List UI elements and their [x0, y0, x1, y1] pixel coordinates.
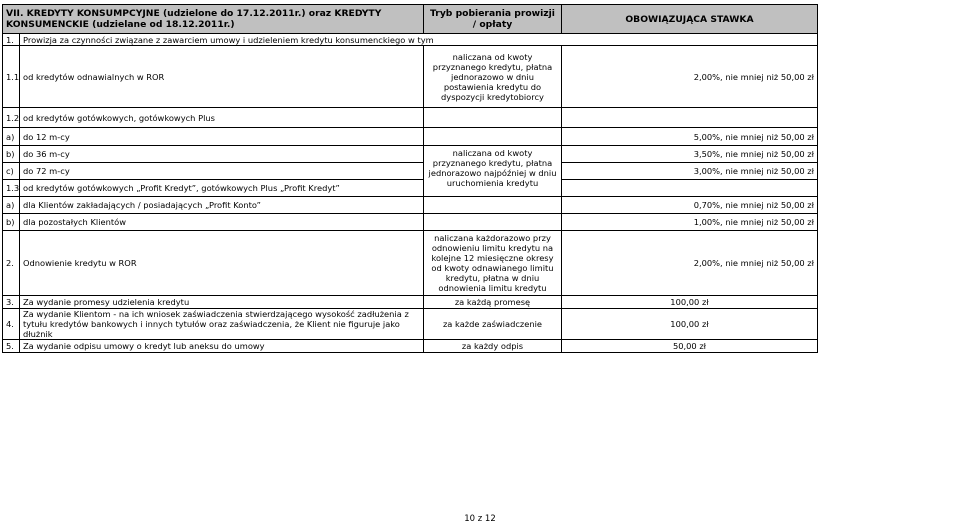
row-rate: 100,00 zł [562, 309, 818, 340]
row-label: do 12 m-cy [20, 128, 424, 146]
row-rate: 1,00%, nie mniej niż 50,00 zł [562, 214, 818, 231]
header-title: VII. KREDYTY KONSUMPCYJNE (udzielone do 17.12.2011r.) oraz KREDYTY KONSUMENCKIE (udzielane od 18.12.2011r.) [3, 5, 424, 34]
table-row [3, 180, 818, 197]
table-row [3, 197, 818, 214]
row-label: dla pozostałych Klientów [20, 214, 424, 231]
row-number: 3. [3, 296, 20, 309]
row-rate: 3,50%, nie mniej niż 50,00 zł [562, 146, 818, 163]
row-number: 5. [3, 340, 20, 353]
row-label: Prowizja za czynności związane z zawarciem umowy i udzieleniem kredytu konsumenckiego w tym [20, 34, 818, 46]
table-row [3, 34, 818, 46]
row-mode: za każdy odpis [424, 340, 562, 353]
row-label: Za wydanie odpisu umowy o kredyt lub aneksu do umowy [20, 340, 424, 353]
row-number: 4. [3, 309, 20, 340]
row-label: do 72 m-cy [20, 163, 424, 180]
row-label: dla Klientów zakładających / posiadających „Profit Konto” [20, 197, 424, 214]
row-rate: 2,00%, nie mniej niż 50,00 zł [562, 231, 818, 296]
row-number: c) [3, 163, 20, 180]
row-rate: 3,00%, nie mniej niż 50,00 zł [562, 163, 818, 180]
page-number: 10 z 12 [464, 514, 496, 524]
row-label: od kredytów odnawialnych w ROR [20, 46, 424, 108]
table-row [3, 214, 818, 231]
table-row [3, 108, 818, 128]
row-number: 1.2 [3, 108, 20, 128]
row-rate: 100,00 zł [562, 296, 818, 309]
table-row [3, 340, 818, 353]
row-label: Odnowienie kredytu w ROR [20, 231, 424, 296]
row-label: od kredytów gotówkowych „Profit Kredyt”, gotówkowych Plus „Profit Kredyt” [20, 180, 424, 197]
table-row [3, 309, 818, 340]
row-number: 1.1 [3, 46, 20, 108]
header-rate: OBOWIĄZUJĄCA STAWKA [562, 5, 818, 34]
row-number: 1. [3, 34, 20, 46]
row-number: b) [3, 214, 20, 231]
row-rate: 50,00 zł [562, 340, 818, 353]
table-row [3, 128, 818, 146]
row-mode: za każdą promesę [424, 296, 562, 309]
row-mode: naliczana od kwoty przyznanego kredytu, płatna jednorazowo najpóźniej w dniu uruchomienia kredytu [424, 146, 562, 197]
table-row [3, 231, 818, 296]
table-row [3, 146, 818, 163]
row-number: b) [3, 146, 20, 163]
row-label: od kredytów gotówkowych, gotówkowych Plus [20, 108, 424, 128]
row-rate: 5,00%, nie mniej niż 50,00 zł [562, 128, 818, 146]
header-mode: Tryb pobierania prowizji / opłaty [424, 5, 562, 34]
table-header-row [3, 5, 818, 34]
row-number: 1.3 [3, 180, 20, 197]
table-row [3, 163, 818, 180]
row-rate: 2,00%, nie mniej niż 50,00 zł [562, 46, 818, 108]
table-row [3, 296, 818, 309]
row-rate: 0,70%, nie mniej niż 50,00 zł [562, 197, 818, 214]
row-number: a) [3, 128, 20, 146]
row-number: a) [3, 197, 20, 214]
row-label: Za wydanie Klientom - na ich wniosek zaświadczenia stwierdzającego wysokość zadłużenia z tytułu kredytów bankowych i innych tytułów oraz zaświadczenia, że Klient nie figuruje jako dłużnik [20, 309, 424, 340]
row-mode: naliczana każdorazowo przy odnowieniu limitu kredytu na kolejne 12 miesięczne okresy od kwoty odnawianego limitu kredytu, płatna w dniu odnowienia limitu kredytu [424, 231, 562, 296]
row-label: do 36 m-cy [20, 146, 424, 163]
table-row [3, 46, 818, 108]
row-mode: za każde zaświadczenie [424, 309, 562, 340]
row-number: 2. [3, 231, 20, 296]
row-label: Za wydanie promesy udzielenia kredytu [20, 296, 424, 309]
row-mode: naliczana od kwoty przyznanego kredytu, płatna jednorazowo w dniu postawienia kredytu do dyspozycji kredytobiorcy [424, 46, 562, 108]
fee-table [2, 4, 818, 353]
